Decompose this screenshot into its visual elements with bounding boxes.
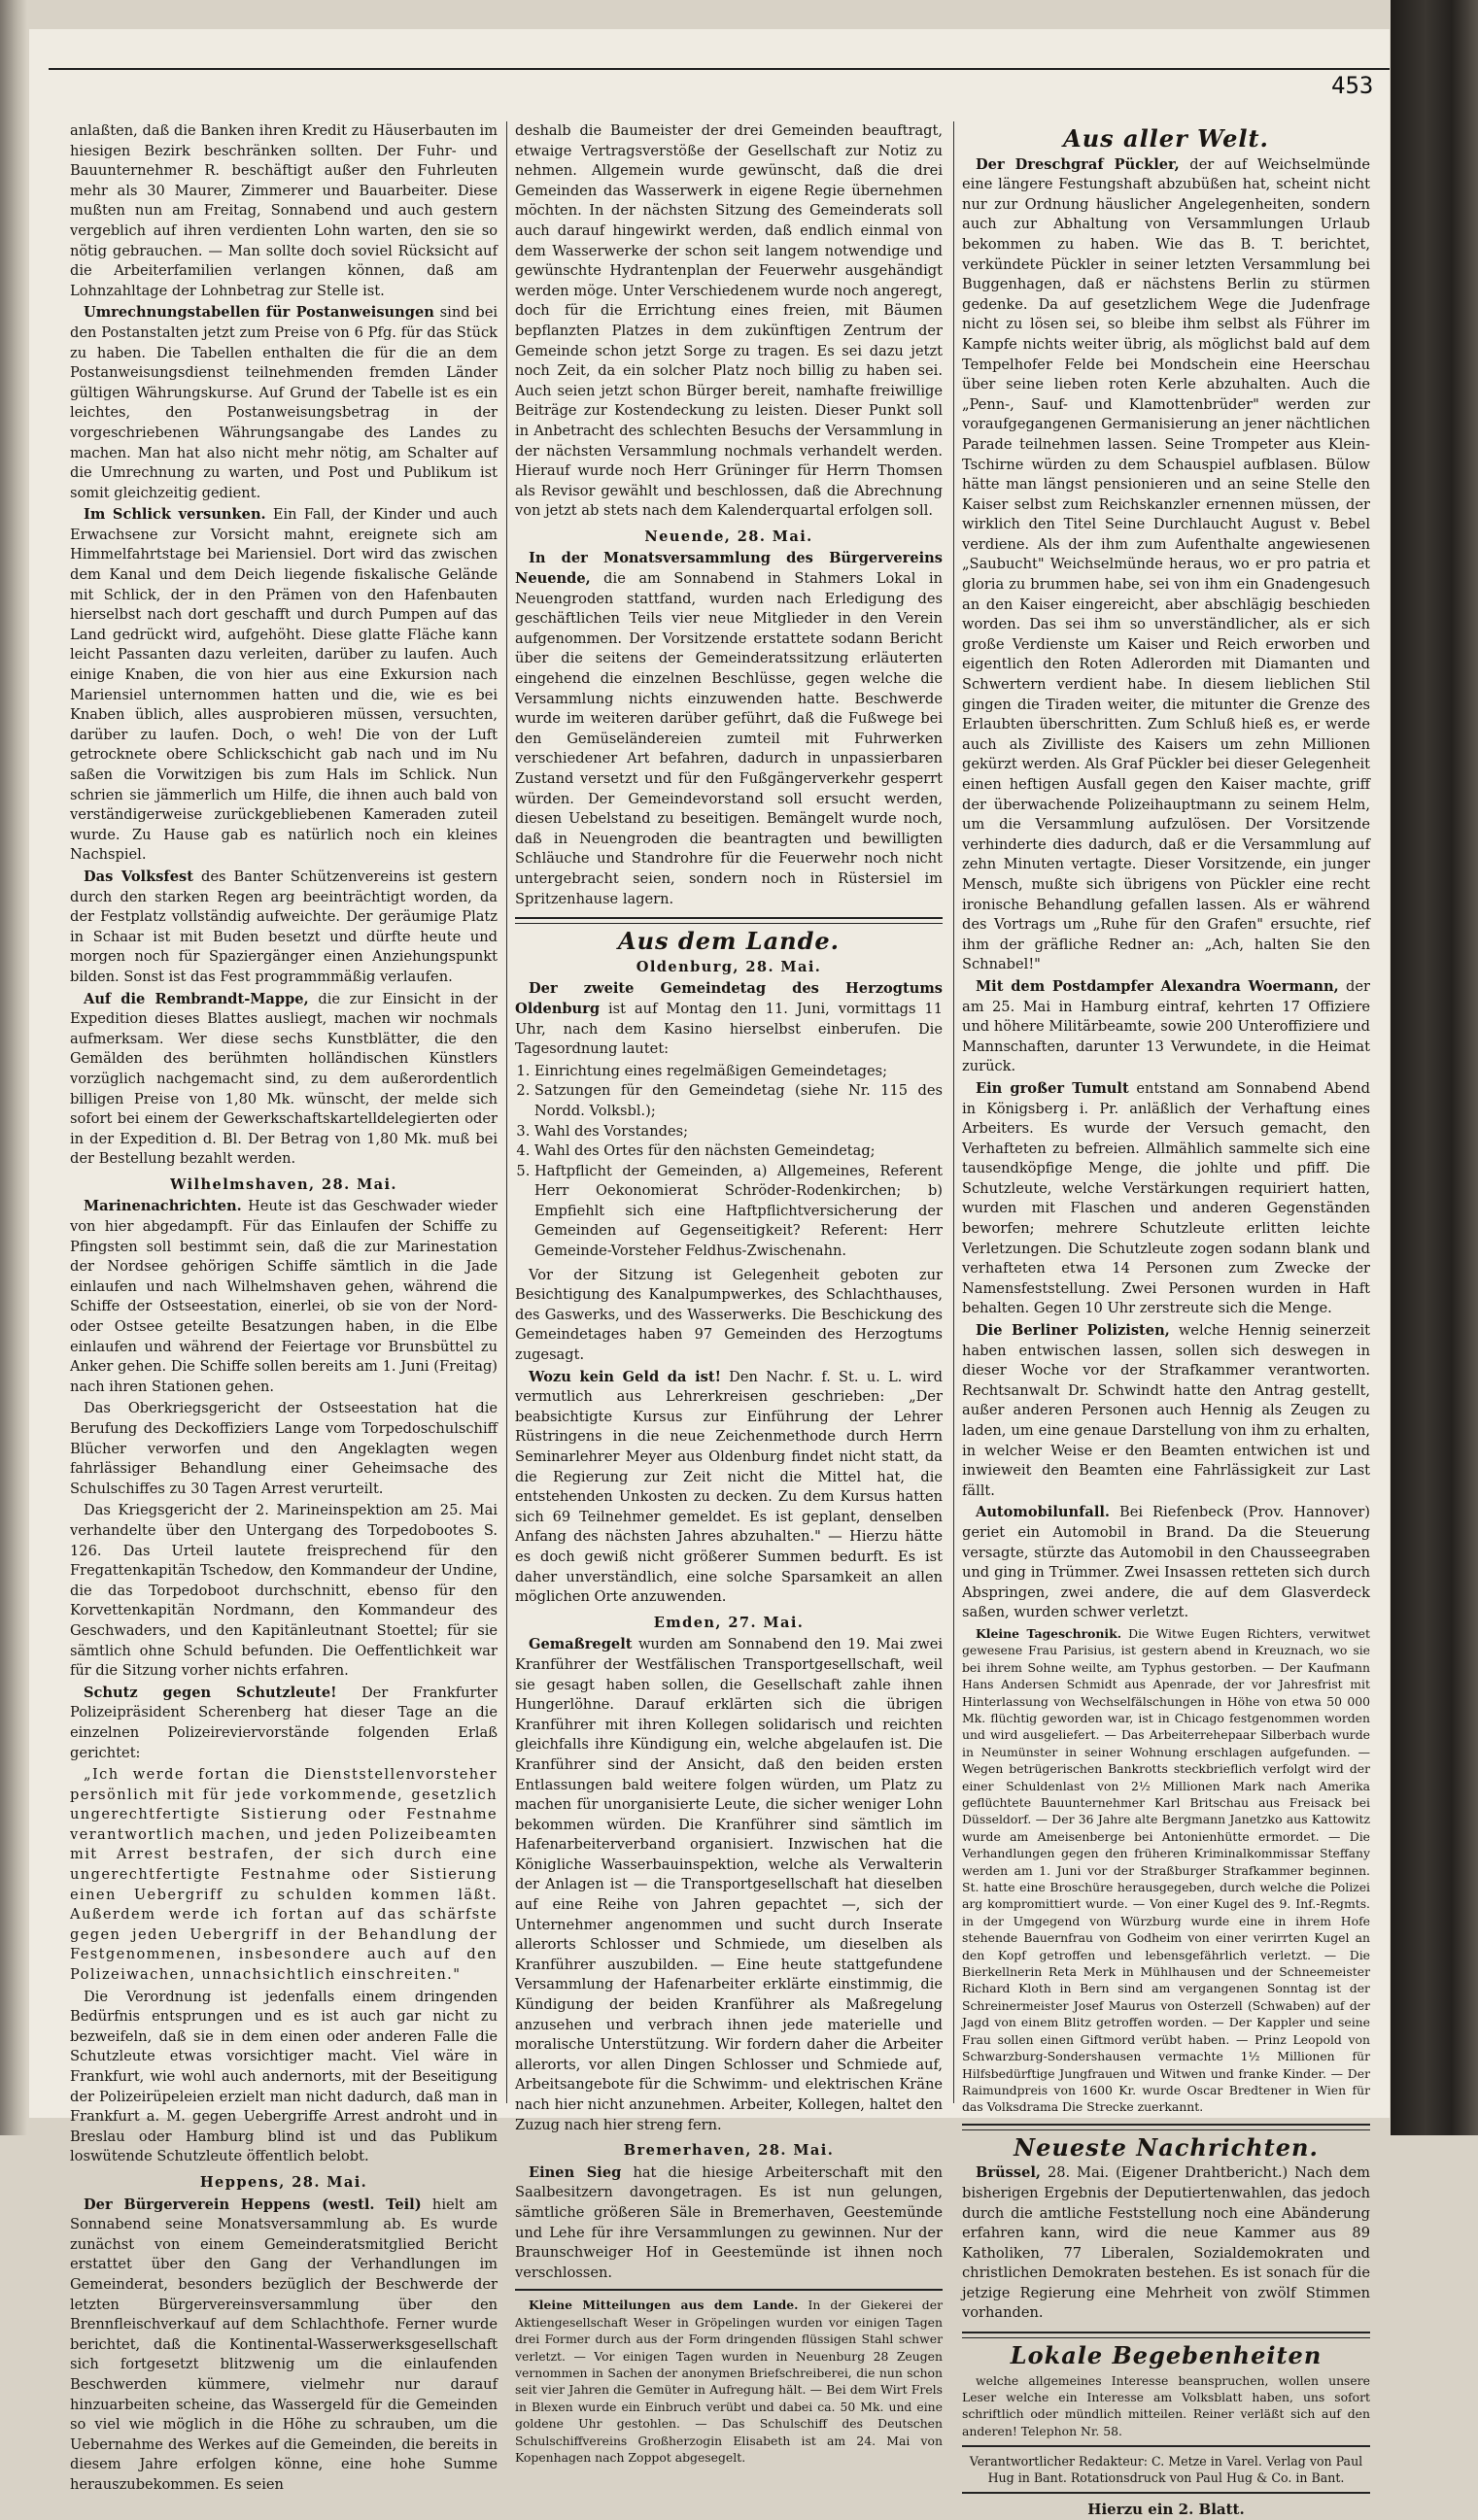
article-text: die am Sonnabend in Stahmers Lokal in Neuengroden stattfand, wurden nach Erledigung des geschäftlichen Teils vier neue Mitglieder in den Verein aufgenommen. Der Vorsitzende erstattete sodann Bericht über die seitens der Gemeinderatssitzung erläuterten eingehend die einzelnen Beschlüsse, gegen welche die Versammlung nichts einzuwenden hatte. Beschwerde wurde im weiteren darüber geführt, daß die Fußwege bei den Gemüseländereien zumteil mit Fuhrwerken verschiedener Art befahren, dadurch in unpassierbaren Zustand versetzt und für den Fußgängerverkehr gesperrt würden. Der Gemeindevorstand soll ersucht werden, diesen Uebelstand zu beseitigen. Bemängelt wurde noch, daß in Neuengroden die beantragten und bewilligten Schläuche und Standrohre für die Feuerwehr noch nicht untergebracht seien, sondern noch in Rüstersiel im Spritzenhause lagern.	[515, 570, 943, 907]
article-text: Das Oberkriegsgericht der Ostseestation hat die Berufung des Deckoffiziers Lange vom Torpedoschulschiff Blücher verworfen und den Angeklagten wegen fahrlässiger Behandlung einer Geheimsache des Schulschiffes zu 30 Tagen Arrest verurteilt.	[70, 1400, 498, 1497]
article	[962, 155, 1370, 975]
article-text: Der Frankfurter Polizeipräsident Scherenberg hat dieser Tage an die einzelnen Polizeireviervorstände folgenden Erlaß gerichtet:	[70, 1684, 498, 1761]
section-rule	[962, 2332, 1370, 2338]
agenda-item: 5. Haftpflicht der Gemeinden, a) Allgemeines, Referent Herr Oekonomierat Schröder-Rodenkirchen; b) Empfiehlt sich eine Haftpflichtversicherung der Gemeinden auf Gegenseitigkeit? Referent: Herr Gemeinde-Vorsteher Feldhus-Zwischenahn.	[534, 1162, 943, 1262]
article-text: wurden am Sonnabend den 19. Mai zwei Kranführer der Westfälischen Transportgesellschaft, weil sie gesagt haben sollen, die Gesellschaft zahle ihnen Hungerlöhne. Darauf erklärten sich die übrigen Kranführer mit ihren Kollegen solidarisch und reichten gleichfalls ihre Kündigung ein, welche abgelaufen ist. Die Kranführer sind der Ansicht, daß den beiden ersten Entlassungen bald weitere folgen würden, um Platz zu machen für unorganisierte Leute, die sicher weniger Lohn bekommen würden. Die Kranführer sind sämtlich im Hafenarbeiterverband organisiert. Inzwischen hat die Königliche Wasserbauinspektion, welche als Verwalterin der Anlagen ist — die Transportgesellschaft hat dieselben auf eine Reihe von Jahren gepachtet —, sich der Unternehmer angenommen und sucht durch Inserate allerorts Schlosser und Schmiede, um dieselben als Kranführer auszubilden. — Eine heute stattgefundene Versammlung der Hafenarbeiter erklärte einstimmig, die Kündigung der beiden Kranführer als Maßregelung anzusehen und verbrach ihnen jede materielle und moralische Unterstützung. Wir fordern daher die Arbeiter allerorts, vor allen Dingen Schlosser und Schmiede auf, Arbeitsangebote für die Schwimm- und elektrischen Kräne nach hier nicht anzunehmen. Arbeiter, Kollegen, haltet den Zuzug nach hier streng fern.	[515, 1636, 943, 2133]
article-headline: Marinenachrichten.	[84, 1198, 242, 1215]
article-text: der auf Weichselmünde eine längere Festungshaft abzubüßen hat, scheint nicht nur zur Ordnung häuslicher Angelegenheiten, sondern auch zur Abhaltung von Versammlungen Urlaub bekommen zu haben. Wie das B. T. berichtet, verkündete Pückler in seiner letzten Versammlung bei Buggenhagen, daß er nächstens Berlin zu stürmen gedenke. Da auf gesetzlichem Wege die Judenfrage nicht zu lösen sei, so bleibe ihm selbst als Führer im Kampfe nichts weiter übrig, als möglichst bald auf dem Tempelhofer Felde bei Mondschein eine Heerschau über seine lieben roten Kerle abzuhalten. Auch die „Penn-, Sauf- und Klamottenbrüder" werden zur voraufgegangenen Germanisierung an jener nächtlichen Parade teilnehmen lassen. Seine Trompeter aus Klein-Tschirne würden zu dem Schauspiel aufblasen. Bülow hätte man längst pensionieren und an seine Stelle den Kaiser selbst zum Reichskanzler ernennen müssen, der wirklich den Titel Seine Durchlaucht August v. Bebel verdiene. Als der ihm zum Aufenthalte angewiesenen „Saubucht" Weichselmünde heraus, wo er pro patria et gloria zu brummen habe, sei von ihm ein Gnadengesuch an den Kaiser eingereicht, aber abschlägig beschieden worden. Das sei ihm so unverständlicher, als er sich große Verdienste um Kaiser und Reich erworben und eigentlich den Roten Adlerorden mit Diamanten und Schwertern verdient habe. In diesem lieblichen Stil gingen die Tiraden weiter, die mitunter die Grenze des Erlaubten überschritten. Zum Schluß hieß es, er werde auch als Zivilliste des Kaisers um zehn Millionen gekürzt werden. Als Graf Pückler bei dieser Gelegenheit einen heftigen Ausfall gegen den Kaiser machte, griff der überwachende Polizeihauptmann zu seinem Helm, um die Versammlung aufzulösen. Der Vorsitzende verhinderte dies dadurch, daß er die Versammlung auf zehn Minuten vertagte. Dieser Vorsitzende, ein junger Mensch, mußte sich übrigens von Pückler eine recht ironische Behandlung gefallen lassen. Als er während des Vortrags um „Ruhe für den Grafen" ersuchte, rief ihm der gräfliche Redner an: „Ach, halten Sie den Schnabel!"	[962, 155, 1370, 973]
book-binding-edge	[1391, 0, 1478, 2135]
article-text: entstand am Sonnabend Abend in Königsberg i. Pr. anläßlich der Verhaftung eines Arbeiters. Es wurde der Versuch gemacht, den Verhafteten zu befreien. Allmählich sammelte sich eine tausendköpfige Menge, die johlte und pfiff. Die Schutzleute, welche Verstärkungen requiriert hatten, wurden mit Flaschen und anderen Gegenständen beworfen; mehrere Schutzleute erlitten leichte Verletzungen. Die Schutzleute zogen sodann blank und verhafteten etwa 14 Personen zum Zwecke der Namensfeststellung. Zwei Personen wurden in Haft behalten. Gegen 10 Uhr zerstreute sich die Menge.	[962, 1079, 1370, 1317]
article-text: Die Verordnung ist jedenfalls einem dringenden Bedürfnis entsprungen und es ist auch gar nicht zu bezweifeln, daß sie in dem einen oder anderen Falle die Schutzleute etwas vorsichtiger macht. Viel wäre in Frankfurt, wie wohl auch andernorts, mit der Beseitigung der Polizeirüpeleien erzielt man nicht dadurch, daß man in Frankfurt a. M. gegen Uebergriffe Arrest androht und in Breslau oder Hamburg blind ist und das Publikum loswütende Schutzleute öffentlich belobt.	[70, 1988, 498, 2165]
article-headline: Der Bürgerverein Heppens (westl. Teil)	[84, 2196, 422, 2213]
section-rule	[515, 917, 943, 924]
article-headline: Kleine Mitteilungen aus dem Lande.	[529, 2298, 799, 2313]
article-headline: Brüssel,	[976, 2164, 1041, 2182]
article	[70, 868, 498, 988]
article-text: Den Nachr. f. St. u. L. wird vermutlich aus Lehrerkreisen geschrieben: „Der beabsichtigte Kursus zur Einführung der Lehrer Rüstringens in die neue Zeichenmethode durch Herrn Seminarlehrer Meyer aus Oldenburg findet nicht statt, da die Regierung zur Zeit nicht die Mittel hat, die entstehenden Unkosten zu decken. Zu dem Kursus hatten sich 69 Teilnehmer gemeldet. Es ist geplant, denselben Anfang des nächsten Jahres abzuhalten." — Hierzu hätte es doch gewiß nicht größerer Summen bedurft. Es ist daher unverständlich, eine solche Sparsamkeit an allen möglichen Orte anzuwenden.	[515, 1368, 943, 1606]
article-headline: Das Volksfest	[84, 868, 193, 885]
agenda-item: 4. Wahl des Ortes für den nächsten Gemeindetag;	[534, 1141, 943, 1162]
supplement-note: Hierzu ein 2. Blatt.	[1087, 2501, 1245, 2519]
article-headline: Wozu kein Geld da ist!	[529, 1368, 721, 1385]
article-headline: Der zweite Gemeindetag des Herzogtums Oldenburg	[515, 980, 943, 1017]
article-headline: Automobilunfall.	[976, 1504, 1110, 1521]
agenda-item: 3. Wahl des Vorstandes;	[534, 1122, 943, 1142]
article-text: hat die hiesige Arbeiterschaft mit den Saalbesitzern davongetragen. Es ist nun gelungen, sämtliche größeren Säle in Bremerhaven, Geestemünde und Lehe für ihre Versammlungen zu gewinnen. Nur der Braunschweiger Hof in Geestemünde ist ihnen noch verschlossen.	[515, 2163, 943, 2281]
article-text: anlaßten, daß die Banken ihren Kredit zu Häuserbauten im hiesigen Bezirk beschränken sollten. Der Fuhr- und Bauunternehmer R. beschäftigt außer den Fuhrleuten mehr als 30 Maurer, Zimmerer und Bauarbeiter. Diese mußten nun am Freitag, Sonnabend und auch gestern vergeblich auf ihren verdienten Lohn warten, den sie so nötig gebrauchen. — Man sollte doch soviel Rücksicht auf die Arbeiterfamilien verlangen können, daß am Lohnzahltage der Lohnbetrag zur Stelle ist.	[70, 122, 498, 299]
quoted-decree: „Ich werde fortan die Dienststellenvorsteher persönlich mit für jede vorkommende, gesetzlich ungerechtfertigte Sistierung oder Festnahme verantwortlich machen, und jeden Polizeibeamten mit Arrest bestrafen, der sich durch eine ungerechtfertigte Festnahme oder Sistierung einen Uebergriff zu schulden kommen läßt. Außerdem werde ich fortan auf das schärfste gegen jeden Uebergriff in der Behandlung der Festgenommenen, insbesondere auch auf den Polizeiwachen, unnachsichtlich einschreiten."	[70, 1766, 498, 1984]
article-headline: Kleine Tageschronik.	[976, 1625, 1122, 1641]
article	[962, 1503, 1370, 1623]
section-heading: Lokale Begebenheiten	[1010, 2341, 1323, 2370]
top-rule	[49, 68, 1390, 70]
section-rule	[515, 2289, 943, 2291]
article	[515, 1368, 943, 1608]
agenda-item: 1. Einrichtung eines regelmäßigen Gemeindetages;	[534, 1062, 943, 1082]
article-text: Die Witwe Eugen Richters, verwitwet gewesene Frau Parisius, ist gestern abend in Kreuznach, wo sie bei ihrem Sohne weilte, am Typhus gestorben. — Der Kaufmann Hans Andersen Schmidt aus Apenrade, der vor Jahresfrist mit Hinterlassung von Wechselfälschungen in Höhe von etwa 50 000 Mk. flüchtig geworden war, ist in Chicago festgenommen worden und wird ausgeliefert. — Das Arbeiterrehepaar Silberbach wurde in Neumünster in seiner Wohnung erschlagen aufgefunden. — Wegen betrügerischen Bankrotts steckbrieflich verfolgt wird der einer Schuldenlast von 2½ Millionen Mark nach Amerika geflüchtete Bauunternehmer Karl Britschau aus Freisack bei Düsseldorf. — Der 36 Jahre alte Bergmann Janetzko aus Kattowitz wurde am Ameisenberge bei Antonienhütte ermordet. — Die Verhandlungen gegen den früheren Kriminalkommissar Steffany werden am 1. Juni vor der Straßburger Strafkammer beginnen. St. hatte eine Broschüre herausgegeben, durch welche die Polizei arg kompromittiert wurde. — Von einer Kugel des 9. Inf.-Regmts. in der Umgegend von Würzburg wurde eine in ihrem Hofe stehende Bauernfrau von Godheim von einer verirrten Kugel an den Kopf getroffen und lebensgefährlich verletzt. — Die Bierkellnerin Reta Merk in Mühlhausen und der Schneemeister Richard Kloth in Bern sind am vergangenen Sonntag ist der Schreinermeister Josef Maurus von Osterzell (Schwaben) auf der Jagd von einem Blitz getroffen worden. — Der Kappler und seine Frau sollen einen Giftmord verübt haben. — Prinz Leopold von Schwarzburg-Sondershausen vermachte 1½ Millionen für Hilfsbedürftige Jungfrauen und Witwen und franke Kinder. — Der Raimundpreis von 1600 Kr. wurde Oscar Bredtener in Wien für das Volksdrama Die Strecke zuerkannt.	[962, 1625, 1370, 2115]
page-number: 453	[1331, 72, 1374, 99]
dateline: Heppens, 28. Mai.	[199, 2173, 368, 2191]
article-headline: Mit dem Postdampfer Alexandra Woermann,	[976, 977, 1339, 995]
article-text: In der Giekerei der Aktiengesellschaft Weser in Gröpelingen wurden vor einigen Tagen drei Former durch aus der Form dringenden flüssigen Stahl schwer verletzt. — Vor einigen Tagen wurden in Neuenburg 28 Zeugen vernommen in Sachen der anonymen Briefschreiberei, die nun schon seit vier Jahren die Gemüter in Aufregung hält. — Bei dem Wirt Frels in Blexen wurde ein Einbruch verübt und dabei ca. 50 Mk. und eine goldene Uhr gestohlen. — Das Schulschiff des Deutschen Schulschiffvereins Großherzogin Elisabeth ist am 24. Mai von Kopenhagen nach Zoppot abgesegelt.	[515, 2298, 943, 2465]
imprint: Verantwortlicher Redakteur: C. Metze in Varel. Verlag von Paul Hug in Bant. Rotationsdruck von Paul Hug & Co. in Bant.	[969, 2454, 1363, 2486]
article-headline: Einen Sieg	[529, 2163, 622, 2181]
column-2	[515, 121, 943, 2465]
article-headline: Ein großer Tumult	[976, 1079, 1129, 1097]
section-rule	[962, 2492, 1370, 2494]
article	[515, 2297, 943, 2466]
article-text: sind bei den Postanstalten jetzt zum Preise von 6 Pfg. für das Stück zu haben. Die Tabellen enthalten die für die an dem Postanweisungsdienst teilnehmenden fremden Länder gültigen Währungskurse. Auf Grund der Tabelle ist es ein leichtes, den Postanweisungsbetrag in der vorgeschriebenen Währungsangabe des Landes zu machen. Man hat also nicht mehr nötig, am Schalter auf die Umrechnung zu warten, und Post und Publikum ist somit gleichzeitig gedient.	[70, 304, 498, 501]
article	[70, 1684, 498, 1763]
article-text: des Banter Schützenvereins ist gestern durch den starken Regen arg beeinträchtigt worden, da der Festplatz vollständig aufweichte. Der geräumige Platz in Schaar ist mit Buden besetzt und dürfte heute und morgen noch für Spaziergänger einen Anziehungspunkt bilden. Sonst ist das Fest programmmäßig verlaufen.	[70, 868, 498, 985]
article-text: deshalb die Baumeister der drei Gemeinden beauftragt, etwaige Vertragsverstöße der Gesellschaft zur Notiz zu nehmen. Allgemein wurde gewünscht, daß die drei Gemeinden das Wasserwerk in eigene Regie übernehmen möchten. In der nächsten Sitzung des Gemeinderats soll auch darauf hingewirkt werden, daß endlich einmal von dem Wasserwerke der schon seit langem notwendige und gewünschte Hydrantenplan der Feuerwehr ausgehändigt werden möge. Unter Verschiedenem wurde noch angeregt, doch für die Errichtung eines freien, mit Bäumen bepflanzten Platzes in dem zukünftigen Zentrum der Gemeinde schon jetzt Sorge zu tragen. Es sei dazu jetzt noch Zeit, da ein solcher Platz noch billig zu haben sei. Auch seien jetzt schon Bürger bereit, namhafte freiwillige Beiträge zur Kostendeckung zu leisten. Dieser Punkt soll in Anbetracht des schlechten Besuchs der Versammlung in der nächsten Versammlung nochmals verhandelt werden. Hierauf wurde noch Herr Grüninger für Herrn Thomsen als Revisor gewählt und beschlossen, daß die Abrechnung von jetzt ab stets nach dem Kalenderquartal erfolgen soll.	[515, 122, 943, 520]
agenda-list	[534, 1062, 943, 1262]
section-rule	[962, 2445, 1370, 2447]
article	[962, 977, 1370, 1077]
article-headline: Der Dreschgraf Pückler,	[976, 155, 1180, 173]
article	[515, 979, 943, 1059]
article-text: ist auf Montag den 11. Juni, vormittags 11 Uhr, nach dem Kasino hierselbst einberufen. Die Tagesordnung lautet:	[515, 1000, 943, 1058]
article	[70, 990, 498, 1170]
article-text: Ein Fall, der Kinder und auch Erwachsene zur Vorsicht mahnt, ereignete sich am Himmelfahrtstage bei Mariensiel. Dort wird das zwischen dem Kanal und dem Deich liegende fiskalische Gelände mit Schlick, der in den Prämen von den Hafenbauten hierselbst nach dort geschafft und durch Pumpen auf das Land gedrückt wird, aufgehöht. Diese glatte Fläche kann leicht Passanten dazu verleiten, darüber zu laufen. Auch einige Knaben, die von hier aus eine Exkursion nach Mariensiel unternommen hatten und die, wie es bei Knaben üblich, alles ausprobieren müssen, versuchten, darüber zu laufen. Doch, o weh! Die von der Luft getrocknete obere Schlickschicht gab nach und im Nu saßen die Vorwitzigen bis zum Hals im Schlick. Nun schrien sie jämmerlich um Hilfe, die ihnen auch bald von verständigerweise zurückgebliebenen Kameraden zuteil wurde. Zu Hause gab es natürlich noch ein kleines Nachspiel.	[70, 506, 498, 864]
article-text: welche Hennig seinerzeit haben entwischen lassen, sollen sich deswegen in dieser Woche vor der Strafkammer verantworten. Rechtsanwalt Dr. Schwindt hatte den Antrag gestellt, außer anderen Personen auch Hennig als Zeugen zu laden, um eine genaue Darstellung von ihm zu erhalten, in welcher Weise er den Beamten entwichen ist und inwieweit den Beamten eine Fahrlässigkeit zur Last fällt.	[962, 1322, 1370, 1499]
article-headline: Auf die Rembrandt-Mappe,	[84, 990, 309, 1007]
section-rule	[962, 2124, 1370, 2130]
article-headline: In der Monatsversammlung des Bürgervereins Neuende,	[515, 550, 943, 588]
dateline: Neuende, 28. Mai.	[644, 528, 813, 545]
agenda-item: 2. Satzungen für den Gemeindetag (siehe Nr. 115 des Nordd. Volksbl.);	[534, 1081, 943, 1121]
article	[962, 1625, 1370, 2116]
newspaper-page	[29, 29, 1390, 2519]
article-text: 28. Mai. (Eigener Drahtbericht.) Nach dem bisherigen Ergebnis der Deputiertenwahlen, das jedoch durch die amtliche Feststellung noch eine Abänderung erfahren kann, wird die neue Kammer aus 89 Katholiken, 77 Liberalen, Sozialdemokraten und christlichen Demokraten bestehen. Es ist sonach für die jetzige Regierung eine Mehrheit von zwölf Stimmen vorhanden.	[962, 2164, 1370, 2322]
article-headline: Umrechnungstabellen für Postanweisungen	[84, 304, 434, 322]
column-divider	[953, 121, 954, 2103]
article	[962, 2163, 1370, 2324]
article-headline: Im Schlick versunken.	[84, 506, 266, 524]
article	[70, 303, 498, 503]
article	[70, 2196, 498, 2496]
dateline: Emden, 27. Mai.	[653, 1614, 805, 1631]
column-1	[70, 121, 498, 2493]
article-text: Heute ist das Geschwader wieder von hier abgedampft. Für das Einlaufen der Schiffe zu Pfingsten soll bestimmt sein, daß die zur Marinestation der Nordsee gehörigen Schiffe sämtlich in die Jade einlaufen und nach Wilhelmshaven gehen, während die Schiffe der Ostseestation, einerlei, ob sie von der Nord- oder Ostsee geteilte Besatzungen haben, in die Elbe einlaufen und während der Feiertage vor Brunsbüttel zu Anker gehen. Die Schiffe sollen bereits am 1. Juni (Freitag) nach ihren Stationen gehen.	[70, 1198, 498, 1395]
article-headline: Schutz gegen Schutzleute!	[84, 1684, 337, 1701]
article	[962, 1079, 1370, 1319]
article-text: die zur Einsicht in der Expedition dieses Blattes ausliegt, machen wir nochmals aufmerksam. Wer diese sechs Kunstblätter, die den Gemälden des berühmten holländischen Künstlers vorzüglich nachgemacht sind, zu dem außerordentlich billigen Preise von 1,80 Mk. wünscht, der melde sich sofort bei einem der Gewerkschaftskartelldelegierten oder in der Expedition d. Bl. Der Betrag von 1,80 Mk. muß bei der Bestellung bezahlt werden.	[70, 990, 498, 1168]
article-headline: Gemaßregelt	[529, 1636, 633, 1653]
notice-text: welche allgemeines Interesse beanspruchen, wollen unsere Leser welche ein Interesse am Volksblatt haben, uns sofort schriftlich oder mündlich mitteilen. Reiner verläßt sich auf den anderen! Telephon Nr. 58.	[962, 2372, 1370, 2438]
article	[515, 1635, 943, 2135]
article	[515, 549, 943, 909]
article	[70, 505, 498, 866]
scan-left-edge	[0, 0, 27, 2135]
article-text: Vor der Sitzung ist Gelegenheit geboten zur Besichtigung des Kanalpumpwerkes, des Schlachthauses, des Gaswerks, und des Wasserwerks. Die Beschickung des Gemeindetages haben 97 Gemeinden des Herzogtums zugesagt.	[515, 1266, 943, 1364]
column-3	[962, 121, 1370, 2519]
article	[515, 2163, 943, 2284]
article-headline: Die Berliner Polizisten,	[976, 1322, 1170, 1340]
article	[962, 1321, 1370, 1501]
dateline: Bremerhaven, 28. Mai.	[623, 2142, 835, 2160]
article-text: Bei Riefenbeck (Prov. Hannover) geriet ein Automobil in Brand. Da die Steuerung versagte, stürzte das Automobil in den Chausseegraben und ging in Trümmer. Zwei Insassen retteten sich durch Abspringen, zwei andere, die auf dem Glasverdeck saßen, wurden schwer verletzt.	[962, 1504, 1370, 1621]
section-heading: Aus dem Lande.	[617, 927, 841, 956]
dateline: Oldenburg, 28. Mai.	[636, 958, 822, 975]
section-heading: Aus aller Welt.	[1063, 124, 1269, 153]
article	[70, 1197, 498, 1397]
article-text: der am 25. Mai in Hamburg eintraf, kehrten 17 Offiziere und höhere Militärbeamte, sowie 200 Unteroffiziere und Mannschaften, darunter 13 Verwundete, in die Heimat zurück.	[962, 977, 1370, 1075]
article-text: Das Kriegsgericht der 2. Marineinspektion am 25. Mai verhandelte über den Untergang des Torpedobootes S. 126. Das Urteil lautete freisprechend für den Fregattenkapitän Tschedow, den Kommandeur der Undine, die das Torpedoboot durchschnitt, ebenso für den Korvettenkapitän Nordmann, den Kommandeur des Geschwaders, und den Kapitänleutnant Stoettel; für sie sämtlich ohne Schuld befunden. Die Oeffentlichkeit war für die Sitzung vorher nichts erfahren.	[70, 1502, 498, 1680]
article-text: hielt am Sonnabend seine Monatsversammlung ab. Es wurde zunächst von einem Gemeinderatsmitglied Bericht erstattet über den Gang der Verhandlungen im Gemeinderat, besonders bezüglich der Beschwerde der letzten Bürgervereinsversammlung über den Brennfleischverkauf auf dem Schlachthofe. Ferner wurde berichtet, daß die Kontinental-Wasserwerksgesellschaft sich fortgesetzt blitzwenig um die einlaufenden Beschwerden kümmere, vielmehr nur darauf hinzuarbeiten scheine, das Wassergeld für die Gemeinden so viel wie möglich in die Höhe zu schrauben, um die Uebernahme des Werkes auf die Gemeinden, die bereits in diesem Jahre erfolgen könne, eine hohe Summe herauszubekommen. Es seien	[70, 2196, 498, 2493]
column-divider	[506, 121, 507, 2103]
section-heading: Neueste Nachrichten.	[1014, 2132, 1319, 2162]
dateline: Wilhelmshaven, 28. Mai.	[170, 1175, 397, 1193]
